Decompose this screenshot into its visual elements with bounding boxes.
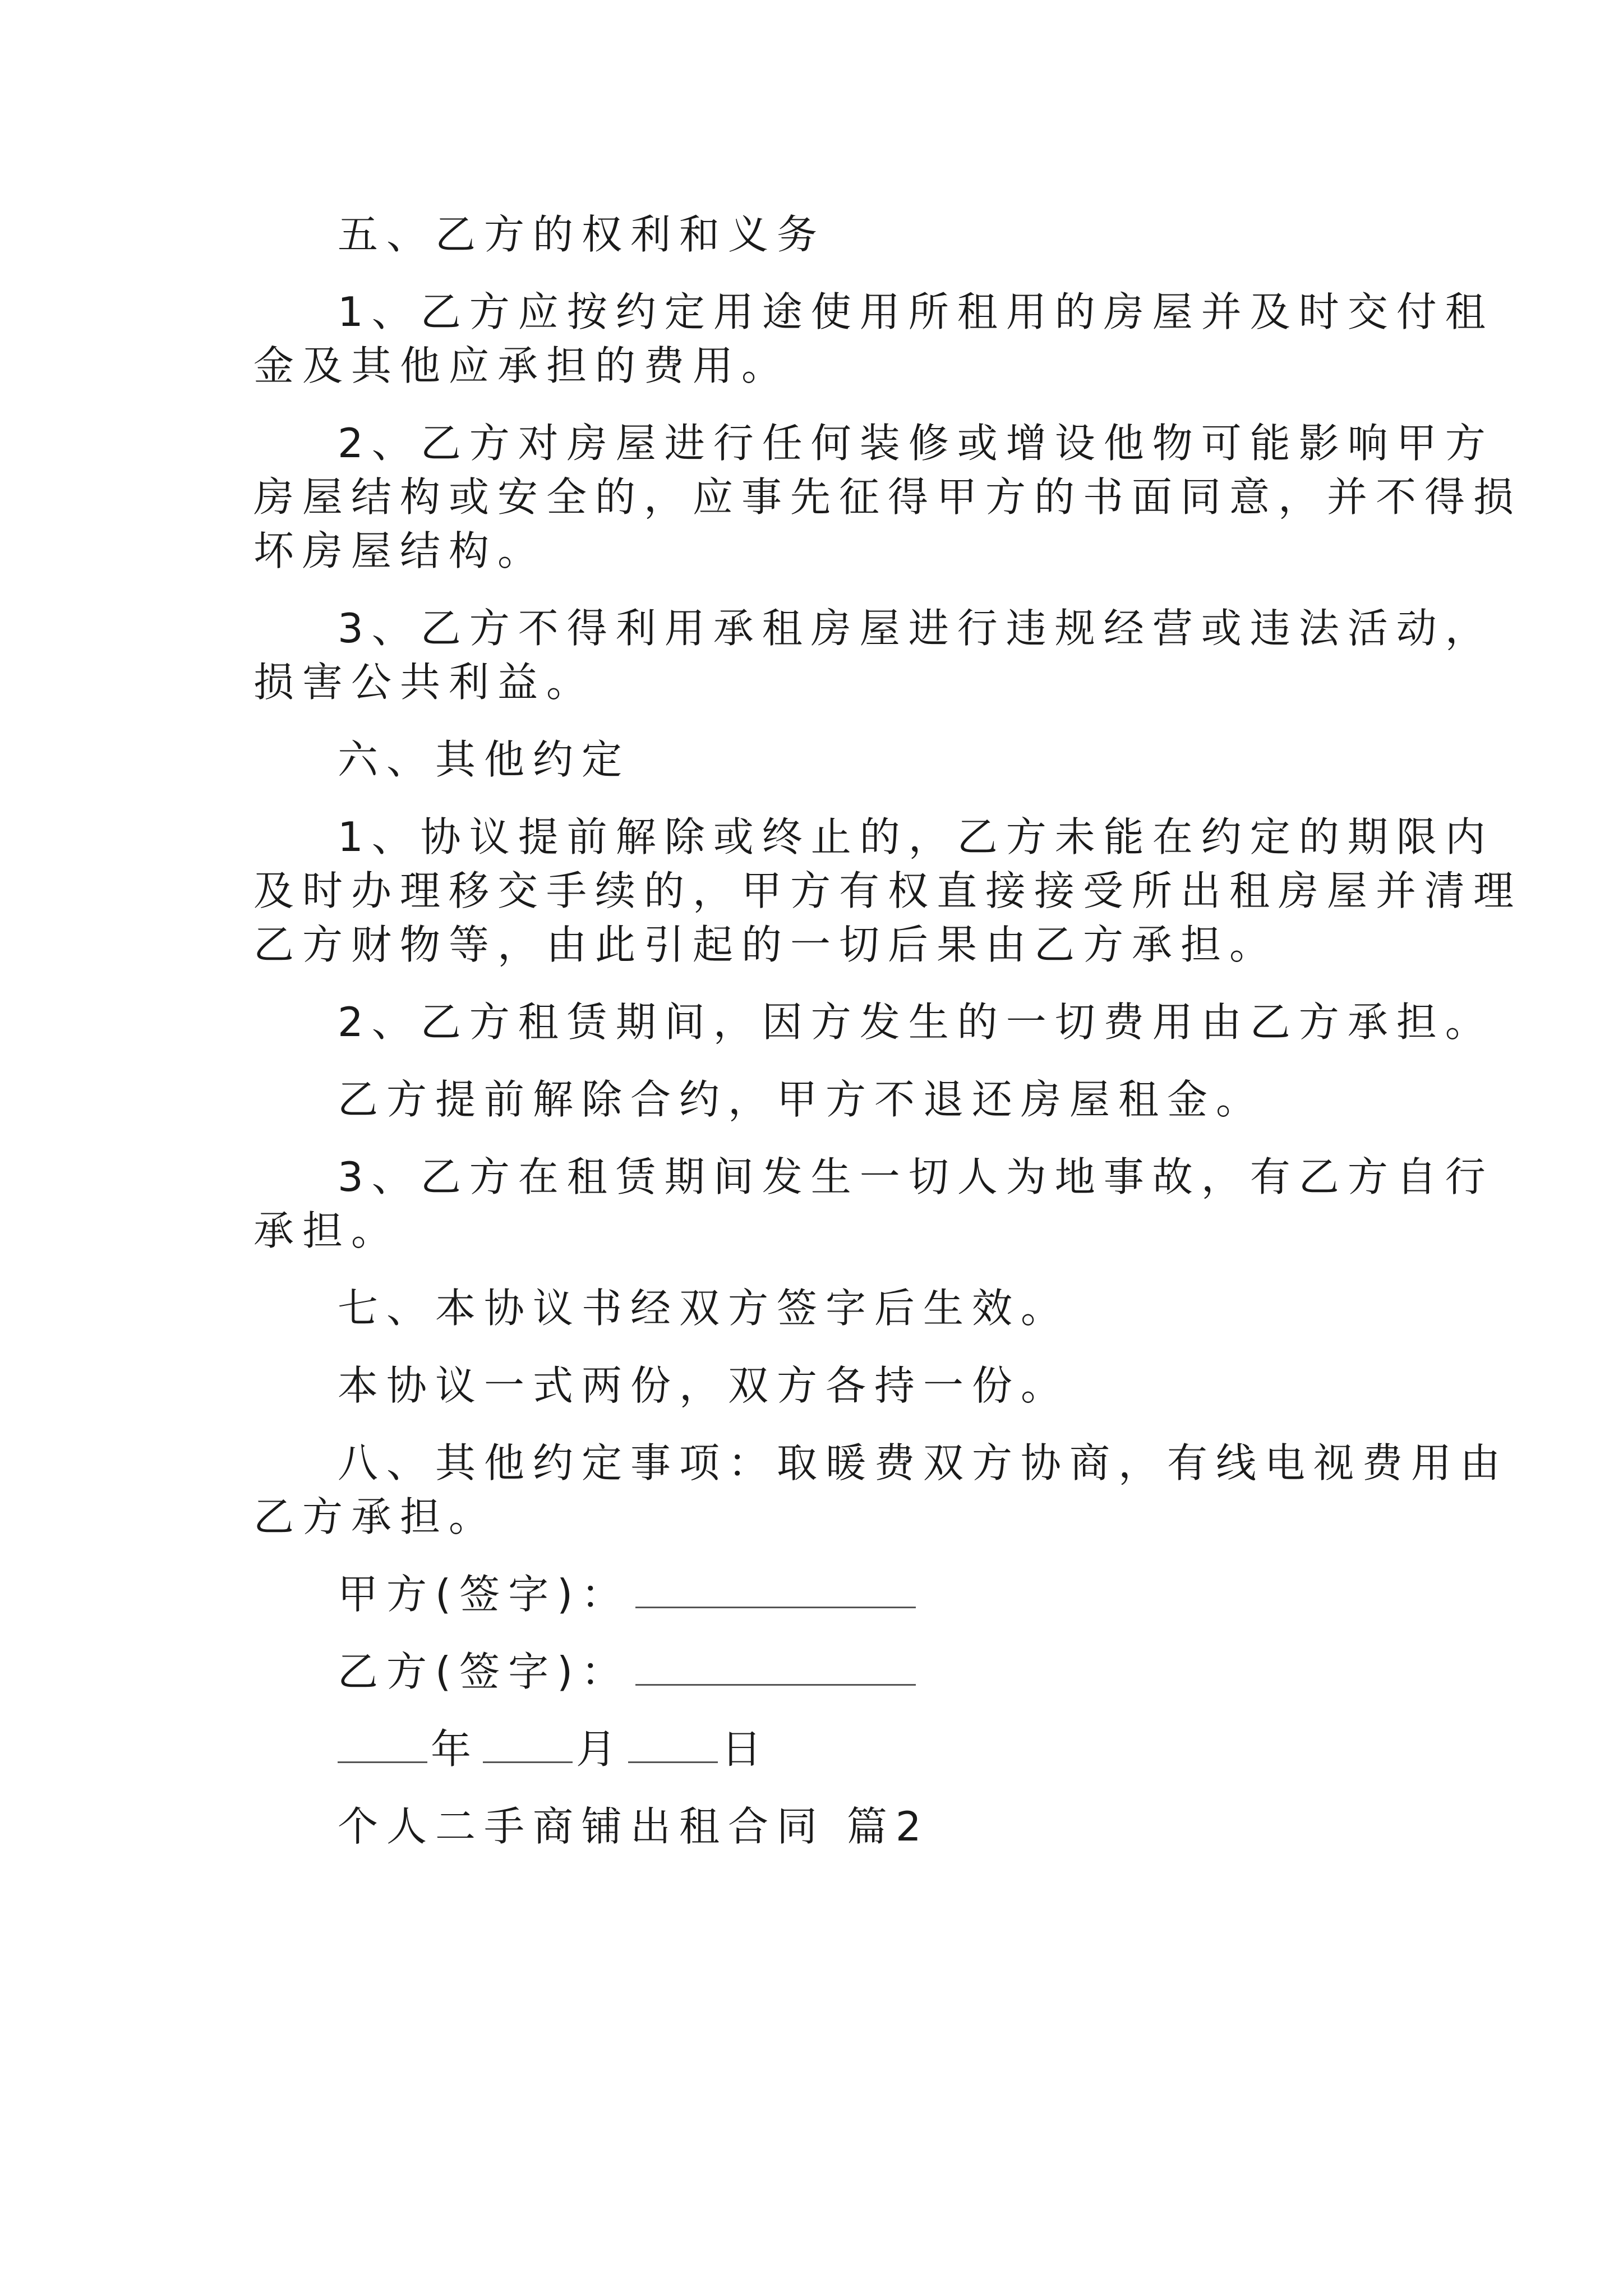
section-7 [253,1281,1398,1335]
paragraph-line: 七、本协议书经双方签字后生效。 [338,1285,1070,1332]
year-blank[interactable] [338,1728,427,1763]
day-blank[interactable] [628,1728,718,1763]
section-6-item-3 [253,1150,1494,1258]
month-blank[interactable] [483,1728,573,1763]
section-6-item-1 [253,810,1523,972]
document-page [253,208,1523,1877]
section-5-title [253,208,1398,261]
section-6-note [253,1073,1398,1126]
day-label: 日 [721,1726,771,1773]
section-6-item-2 [253,995,1494,1049]
party-a-label: 甲方(签字)： [338,1571,630,1618]
section-5-item-2 [253,416,1523,578]
date-line [253,1722,1398,1776]
month-label: 月 [576,1726,625,1773]
paragraph-line: 六、其他约定 [338,736,631,783]
date-row [253,1722,1398,1776]
copies-note [253,1359,1398,1412]
paragraph-line: 2、乙方对房屋进行任何装修或增设他物可能影响甲方 [338,420,1494,467]
section-6-title [253,733,1398,786]
paragraph-line: 1、协议提前解除或终止的，乙方未能在约定的期限内 [338,813,1494,861]
paragraph-line: 五、乙方的权利和义务 [338,211,826,258]
next-title [253,1800,1398,1853]
paragraph-line: 乙方财物等，由此引起的一切后果由乙方承担。 [253,921,1279,968]
paragraph-line: 本协议一式两份，双方各持一份。 [338,1362,1070,1409]
paragraph-line: 3、乙方不得利用承租房屋进行违规经营或违法活动， [338,605,1494,652]
party-a-signature [253,1567,1398,1621]
signature-row [253,1645,1398,1699]
section-8 [253,1436,1509,1544]
paragraph-line: 3、乙方在租赁期间发生一切人为地事故，有乙方自行 [338,1153,1494,1200]
paragraph-line: 坏房屋结构。 [253,527,547,574]
paragraph-line: 房屋结构或安全的，应事先征得甲方的书面同意，并不得损 [253,473,1523,521]
paragraph-line: 乙方提前解除合约，甲方不退还房屋租金。 [338,1076,1265,1123]
paragraph-line: 及时办理移交手续的，甲方有权直接接受所出租房屋并清理 [253,867,1523,914]
section-5-item-3 [253,601,1494,709]
party-b-label: 乙方(签字)： [338,1648,630,1695]
section-5-item-1 [253,285,1494,393]
year-label: 年 [431,1726,480,1773]
party-b-signature [253,1645,1398,1699]
paragraph-line: 2、乙方租赁期间，因方发生的一切费用由乙方承担。 [338,999,1494,1046]
party-a-signature-field[interactable] [635,1573,916,1608]
paragraph-line: 八、其他约定事项：取暖费双方协商，有线电视费用由 [338,1439,1509,1487]
paragraph-line: 乙方承担。 [253,1493,498,1540]
signature-row [253,1567,1398,1621]
paragraph-line: 金及其他应承担的费用。 [253,342,791,389]
paragraph-line: 损害公共利益。 [253,659,596,706]
paragraph-line: 1、乙方应按约定用途使用所租用的房屋并及时交付租 [338,288,1494,335]
party-b-signature-field[interactable] [635,1650,916,1686]
next-article-title: 个人二手商铺出租合同 篇2 [338,1803,930,1850]
paragraph-line: 承担。 [253,1207,400,1254]
